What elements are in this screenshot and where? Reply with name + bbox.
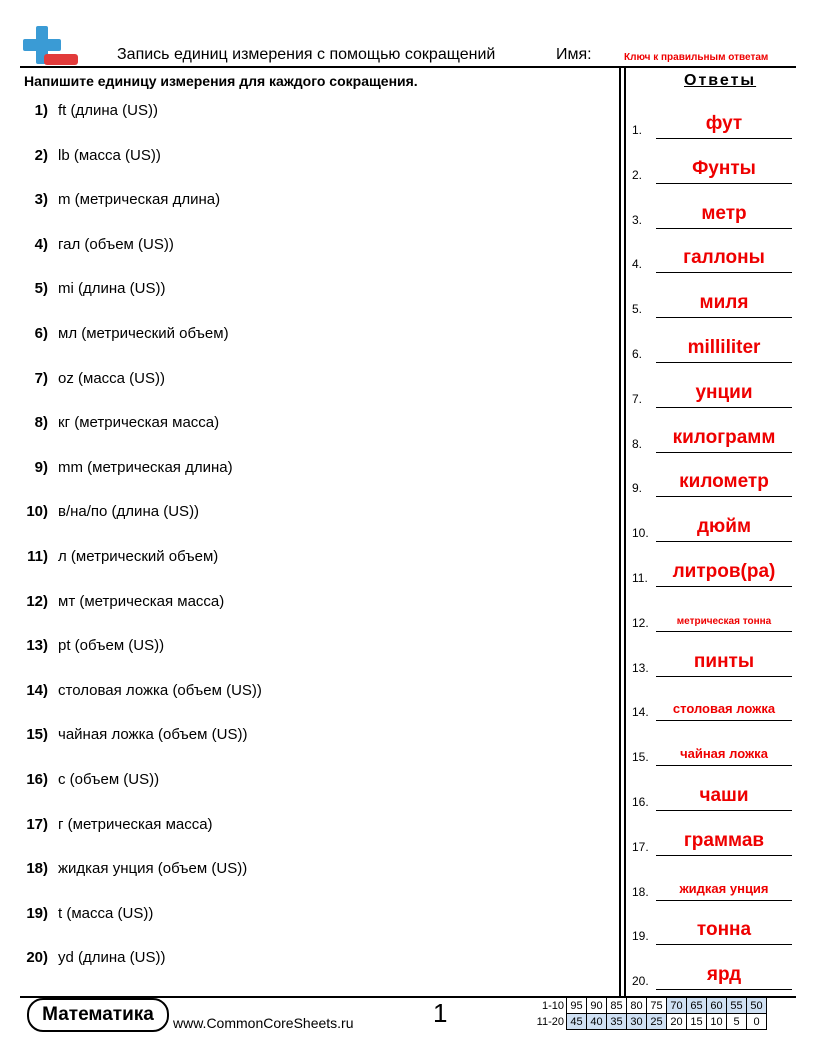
question-number: 9)	[34, 458, 48, 476]
question-item	[0, 325, 229, 342]
answer-text: километр	[679, 471, 769, 493]
question-number: 14)	[26, 681, 48, 699]
question-item	[0, 280, 166, 297]
answer-blank[interactable]	[632, 771, 792, 811]
answer-number: 9.	[632, 481, 643, 496]
answer-blank[interactable]	[632, 592, 792, 632]
score-cell: 25	[647, 1014, 667, 1030]
question-text: oz (масса (US))	[58, 369, 165, 387]
answer-blank[interactable]	[632, 502, 792, 542]
answer-number: 19.	[632, 929, 649, 944]
score-cell: 35	[607, 1014, 627, 1030]
question-item	[0, 726, 247, 743]
score-cell: 5	[727, 1014, 747, 1030]
answer-blank[interactable]	[632, 99, 792, 139]
question-number: 10)	[26, 503, 48, 521]
score-cell: 30	[627, 1014, 647, 1030]
answer-number: 20.	[632, 974, 649, 989]
score-row	[528, 1014, 767, 1030]
question-text: в/на/по (длина (US))	[58, 503, 200, 521]
score-cell: 50	[747, 998, 767, 1014]
score-cell: 60	[707, 998, 727, 1014]
plus-minus-logo-icon	[22, 26, 78, 68]
answer-text: чаши	[699, 785, 749, 806]
question-text: m (метрическая длина)	[58, 191, 221, 209]
answer-number: 12.	[632, 615, 649, 630]
column-divider	[624, 66, 626, 997]
question-text: c (объем (US))	[58, 771, 160, 788]
answer-line	[656, 765, 792, 766]
answer-blank[interactable]	[632, 547, 792, 587]
answer-text: тонна	[696, 919, 752, 941]
score-cell: 55	[727, 998, 747, 1014]
question-number: 15)	[26, 726, 48, 744]
answer-line	[656, 944, 792, 945]
answer-line	[656, 810, 792, 811]
answer-line	[656, 272, 792, 273]
answer-text: чайная ложка	[680, 746, 768, 762]
answer-line	[656, 989, 792, 990]
answer-number: 4.	[632, 257, 643, 272]
question-item	[0, 147, 161, 164]
answer-blank[interactable]	[632, 637, 792, 677]
question-item	[0, 949, 166, 966]
score-cell: 90	[587, 998, 607, 1014]
question-text: lb (масса (US))	[58, 146, 161, 164]
answer-number: 18.	[632, 884, 649, 899]
question-number: 11)	[27, 548, 48, 565]
answer-text: килограмм	[672, 426, 776, 448]
question-number: 18)	[26, 860, 48, 878]
header-divider	[20, 66, 796, 68]
question-number: 17)	[26, 815, 48, 833]
question-number: 16)	[26, 771, 48, 788]
answer-number: 1.	[632, 123, 643, 137]
answer-text: миля	[699, 292, 749, 314]
question-item	[0, 414, 219, 431]
answer-blank[interactable]	[632, 368, 792, 408]
answer-blank[interactable]	[632, 905, 792, 945]
answer-number: 14.	[632, 705, 649, 720]
page-number: 1	[433, 998, 448, 1028]
question-text: ft (длина (US))	[58, 102, 158, 119]
answer-line	[656, 631, 792, 632]
question-item	[0, 771, 159, 788]
answer-number: 3.	[632, 212, 643, 227]
question-text: mi (длина (US))	[58, 280, 166, 298]
question-number: 5)	[34, 280, 48, 298]
question-text: yd (длина (US))	[58, 949, 166, 967]
answer-line	[656, 317, 792, 318]
name-label: Имя:	[556, 46, 592, 63]
answer-number: 10.	[632, 526, 649, 541]
question-text: л (метрический объем)	[58, 548, 219, 565]
answer-text: унции	[695, 381, 753, 403]
answer-number: 16.	[632, 795, 649, 809]
answer-text: жидкая унция	[679, 880, 769, 896]
score-cell: 75	[647, 998, 667, 1014]
question-number: 7)	[34, 369, 48, 387]
question-text: mm (метрическая длина)	[58, 458, 233, 476]
answer-blank[interactable]	[632, 681, 792, 721]
answer-line	[656, 676, 792, 677]
brand-badge: Математика	[27, 998, 169, 1032]
answer-line	[656, 362, 792, 363]
question-number: 2)	[34, 146, 48, 164]
question-item	[0, 102, 158, 119]
question-text: жидкая унция (объем (US))	[58, 860, 248, 878]
question-text: столовая ложка (объем (US))	[58, 681, 262, 699]
score-cell: 80	[627, 998, 647, 1014]
question-item	[0, 370, 165, 387]
answer-text: литров(ра)	[672, 561, 776, 582]
answer-number: 13.	[632, 660, 649, 675]
score-table	[528, 997, 767, 1030]
answer-line	[656, 720, 792, 721]
answer-blank[interactable]	[632, 457, 792, 497]
question-number: 20)	[26, 949, 48, 967]
answer-line	[656, 900, 792, 901]
question-text: гал (объем (US))	[58, 235, 174, 253]
score-row	[528, 998, 767, 1014]
answer-line	[656, 496, 792, 497]
answer-line	[656, 407, 792, 408]
question-number: 8)	[34, 414, 48, 432]
answer-blank[interactable]	[632, 950, 792, 990]
answer-line	[656, 541, 792, 542]
answer-line	[656, 138, 792, 139]
answer-blank[interactable]	[632, 189, 792, 229]
answer-text: галлоны	[683, 247, 765, 269]
answer-line	[656, 183, 792, 184]
answer-blank[interactable]	[632, 233, 792, 273]
question-item	[0, 682, 262, 699]
question-item	[0, 816, 213, 833]
score-range-label: 1-10	[541, 999, 564, 1012]
answer-key-label: Ключ к правильным ответам	[624, 52, 769, 63]
score-cell: 65	[687, 998, 707, 1014]
answer-text: Фунты	[692, 157, 756, 179]
worksheet-title: Запись единиц измерения с помощью сокращений	[117, 46, 496, 63]
score-cell: 20	[667, 1014, 687, 1030]
question-item	[0, 905, 153, 922]
answer-blank[interactable]	[632, 816, 792, 856]
answer-blank[interactable]	[632, 278, 792, 318]
score-cell: 85	[607, 998, 627, 1014]
answer-line	[656, 452, 792, 453]
question-text: мт (метрическая масса)	[58, 592, 225, 610]
question-text: кг (метрическая масса)	[58, 414, 220, 432]
answer-number: 6.	[632, 347, 643, 361]
column-divider	[619, 66, 621, 997]
answer-text: граммав	[683, 829, 765, 851]
answer-text: столовая ложка	[672, 701, 776, 717]
question-number: 19)	[26, 904, 48, 922]
score-range-label: 11-20	[536, 1015, 564, 1028]
question-number: 12)	[26, 592, 48, 610]
answer-line	[656, 855, 792, 856]
question-item	[0, 191, 220, 208]
answer-blank[interactable]	[632, 323, 792, 363]
question-item	[0, 637, 164, 654]
question-text: pt (объем (US))	[58, 637, 165, 655]
question-text: мл (метрический объем)	[58, 325, 229, 342]
answer-number: 5.	[632, 302, 643, 317]
score-cell: 10	[707, 1014, 727, 1030]
score-cell: 0	[747, 1014, 767, 1030]
answer-text: дюйм	[696, 516, 752, 538]
answer-text: метр	[701, 202, 747, 224]
question-number: 13)	[26, 637, 48, 655]
answer-blank[interactable]	[632, 144, 792, 184]
answer-text: метрическая тонна	[676, 615, 772, 627]
answer-number: 2.	[632, 167, 643, 182]
answer-number: 15.	[632, 750, 649, 765]
question-text: t (масса (US))	[58, 904, 154, 922]
answer-line	[656, 586, 792, 587]
question-number: 4)	[34, 235, 48, 253]
answers-heading: Ответы	[684, 72, 757, 89]
question-item	[0, 503, 199, 520]
question-item	[0, 459, 233, 476]
score-cell: 70	[667, 998, 687, 1014]
question-number: 3)	[34, 191, 48, 209]
question-item	[0, 860, 247, 877]
score-cell: 15	[687, 1014, 707, 1030]
answer-blank[interactable]	[632, 861, 792, 901]
answer-blank[interactable]	[632, 726, 792, 766]
answer-text: milliliter	[687, 337, 761, 358]
answer-number: 7.	[632, 391, 643, 406]
question-item	[0, 236, 174, 253]
answer-number: 8.	[632, 436, 643, 451]
instructions: Напишите единицу измерения для каждого сокращения.	[24, 73, 418, 89]
answer-number: 11.	[632, 571, 648, 585]
score-cell: 40	[587, 1014, 607, 1030]
question-number: 6)	[34, 325, 48, 342]
answer-blank[interactable]	[632, 413, 792, 453]
question-item	[0, 548, 218, 565]
question-text: чайная ложка (объем (US))	[58, 726, 248, 744]
answer-number: 17.	[632, 839, 649, 854]
question-text: г (метрическая масса)	[58, 815, 213, 833]
answer-text: фут	[705, 113, 743, 134]
question-number: 1)	[34, 102, 48, 119]
question-item	[0, 593, 224, 610]
answer-line	[656, 228, 792, 229]
answer-text: ярд	[706, 964, 742, 986]
site-url: www.CommonCoreSheets.ru	[173, 1015, 354, 1031]
score-cell: 95	[567, 998, 587, 1014]
score-cell: 45	[567, 1014, 587, 1030]
answer-text: пинты	[693, 650, 755, 672]
